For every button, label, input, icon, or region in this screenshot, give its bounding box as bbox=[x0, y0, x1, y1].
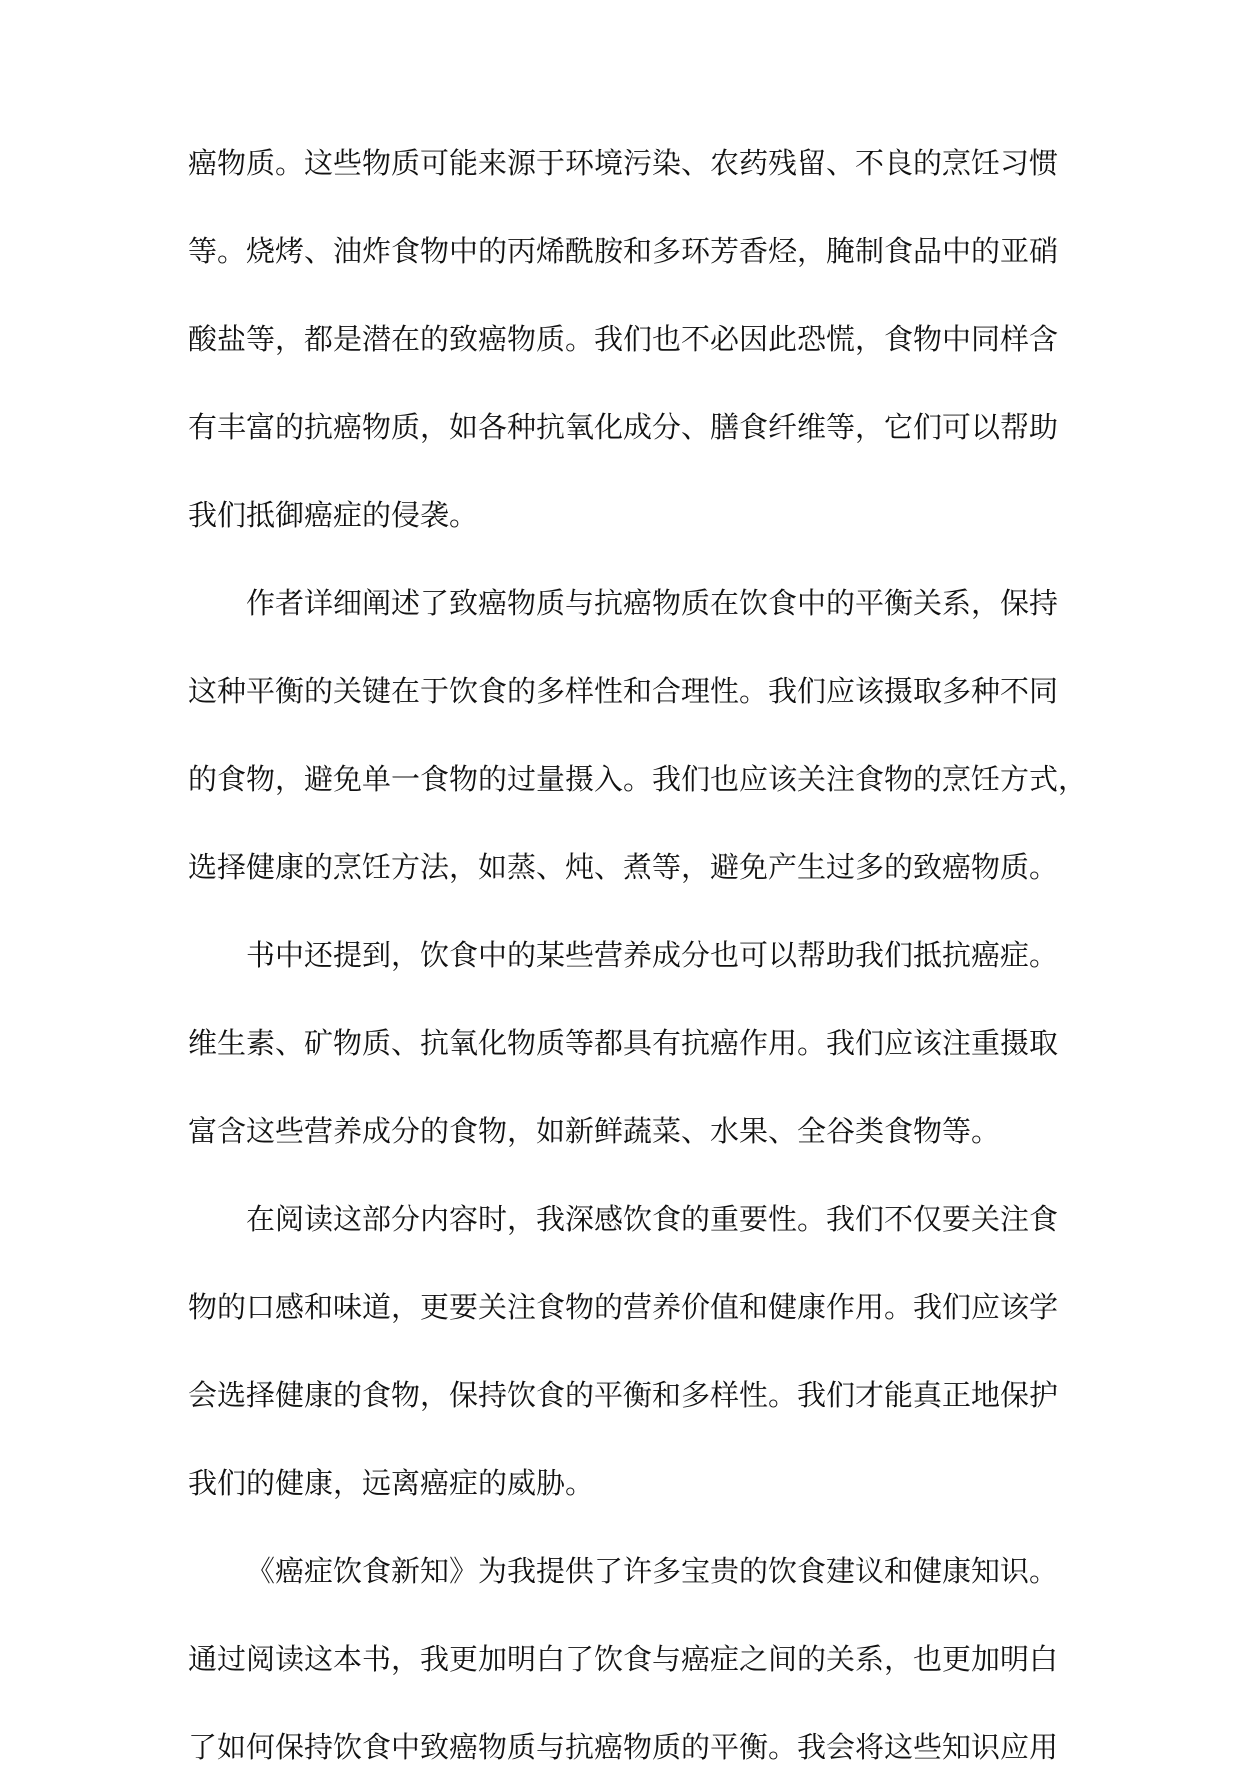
paragraph-4-line-1: 在阅读这部分内容时，我深感饮食的重要性。我们不仅要关注食 bbox=[246, 1202, 1059, 1236]
text-line-5: 我们抵御癌症的侵袭。 bbox=[188, 498, 479, 532]
text-line-15: 会选择健康的食物，保持饮食的平衡和多样性。我们才能真正地保护 bbox=[188, 1378, 1059, 1412]
text-line-18: 通过阅读这本书，我更加明白了饮食与癌症之间的关系，也更加明白 bbox=[188, 1642, 1059, 1676]
paragraph-3-line-1: 书中还提到，饮食中的某些营养成分也可以帮助我们抵抗癌症。 bbox=[246, 938, 1059, 972]
paragraph-2-line-1: 作者详细阐述了致癌物质与抗癌物质在饮食中的平衡关系，保持 bbox=[246, 586, 1059, 620]
text-line-11: 维生素、矿物质、抗氧化物质等都具有抗癌作用。我们应该注重摄取 bbox=[188, 1026, 1059, 1060]
text-line-7: 这种平衡的关键在于饮食的多样性和合理性。我们应该摄取多种不同 bbox=[188, 674, 1059, 708]
text-line-9: 选择健康的烹饪方法，如蒸、炖、煮等，避免产生过多的致癌物质。 bbox=[188, 850, 1059, 884]
text-line-1: 癌物质。这些物质可能来源于环境污染、农药残留、不良的烹饪习惯 bbox=[188, 146, 1059, 180]
text-line-4: 有丰富的抗癌物质，如各种抗氧化成分、膳食纤维等，它们可以帮助 bbox=[188, 410, 1059, 444]
body-text bbox=[188, 143, 1088, 1767]
text-line-19: 了如何保持饮食中致癌物质与抗癌物质的平衡。我会将这些知识应用 bbox=[188, 1730, 1059, 1764]
text-line-16: 我们的健康，远离癌症的威胁。 bbox=[188, 1466, 595, 1500]
text-line-12: 富含这些营养成分的食物，如新鲜蔬菜、水果、全谷类食物等。 bbox=[188, 1114, 1001, 1148]
text-line-2: 等。烧烤、油炸食物中的丙烯酰胺和多环芳香烃，腌制食品中的亚硝 bbox=[188, 234, 1059, 268]
paragraph-5-line-1: 《癌症饮食新知》为我提供了许多宝贵的饮食建议和健康知识。 bbox=[246, 1554, 1059, 1588]
text-line-14: 物的口感和味道，更要关注食物的营养价值和健康作用。我们应该学 bbox=[188, 1290, 1059, 1324]
text-line-8: 的食物，避免单一食物的过量摄入。我们也应该关注食物的烹饪方式， bbox=[188, 762, 1088, 796]
text-line-3: 酸盐等，都是潜在的致癌物质。我们也不必因此恐慌，食物中同样含 bbox=[188, 322, 1059, 356]
